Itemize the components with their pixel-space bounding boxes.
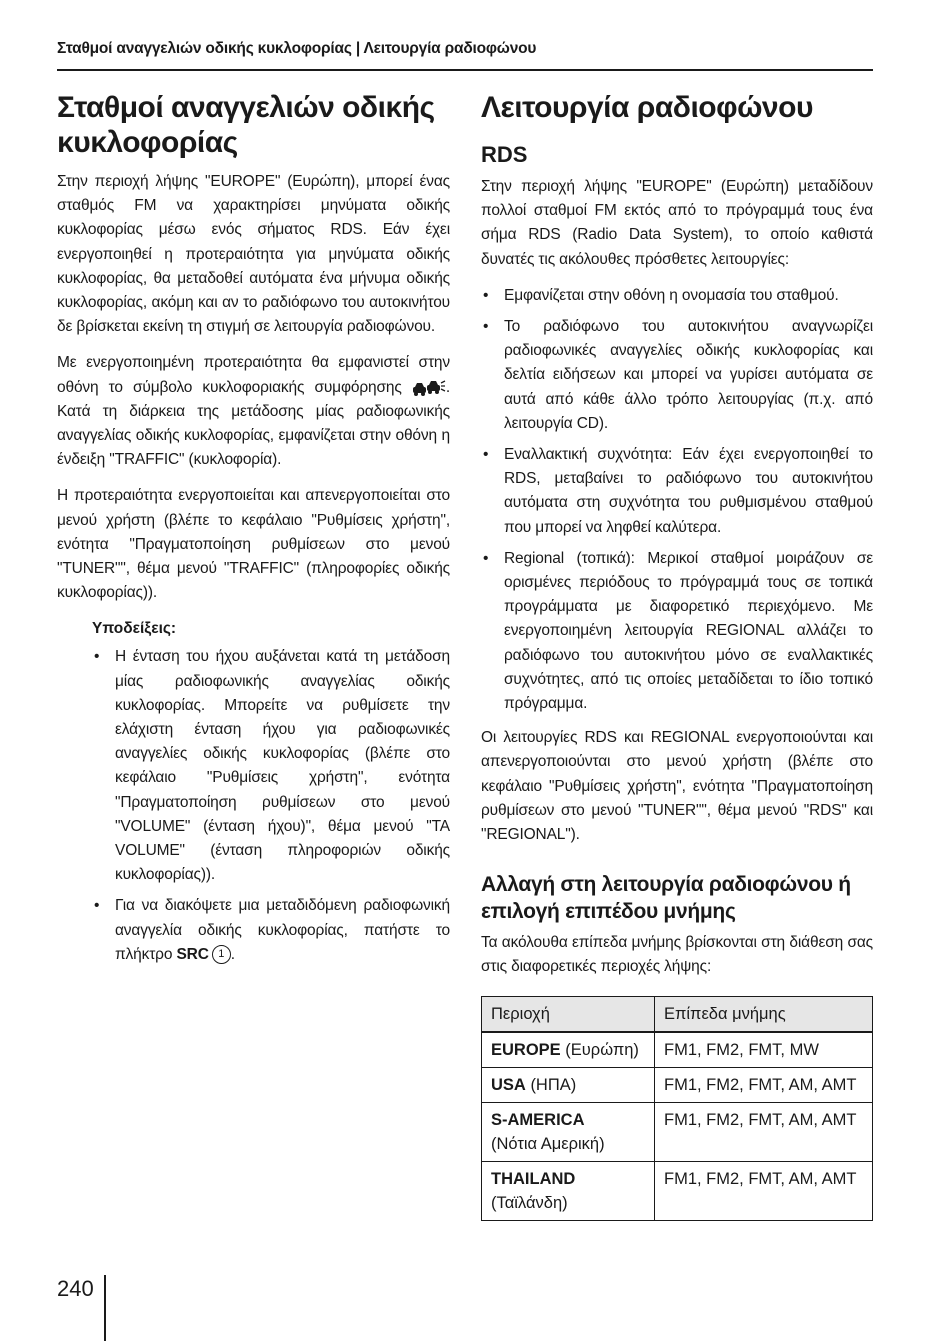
rds-feature-text: Εναλλακτική συχνότητα: Εάν έχει ενεργοποιηθεί το RDS, μεταβαίνει το ραδιόφωνο του αυτοκινήτου αυτόματα στη συχνότητα του ρυθμισμένου σταθμού που μπορεί να ληφθεί καλύτερα. [504, 446, 873, 536]
traffic-paragraph-3: Η προτεραιότητα ενεργοποιείται και απενεργοποιείται στο μενού χρήστη (βλέπε το κεφάλαιο "Ρυθμίσεις χρήστη", ενότητα "Πραγματοποίηση ρυθμίσεων στο μενού "TUNER"", θέμα μενού "TRAFFIC" (πληροφορίες οδικής κυκλοφορίας)). [57, 487, 450, 602]
traffic-paragraph-2-end: . Κατά τη διάρκεια της μετάδοσης μίας ραδιοφωνικής αναγγελίας οδικής κυκλοφορίας, εμφανίζεται στην οθόνη η ένδειξη "TRAFFIC" (κυκλοφορία). [57, 378, 450, 469]
table-row [482, 1161, 873, 1220]
table-header-row [482, 996, 873, 1032]
memory-levels-cell: FM1, FM2, FMT, MW [655, 1032, 873, 1068]
note-item [92, 894, 450, 967]
table-row [482, 1067, 873, 1102]
header-rule [57, 69, 873, 71]
rds-feature-item [481, 315, 873, 436]
rds-intro: Στην περιοχή λήψης "EUROPE" (Ευρώπη) μεταδίδουν πολλοί σταθμοί FM εκτός από το πρόγραμμά τους ένα σήμα RDS (Radio Data System), το οποίο καθιστά δυνατές τις ακόλουθες πρόσθετες λειτουργίες: [481, 178, 873, 268]
traffic-paragraph-2 [57, 351, 450, 472]
rds-outro: Οι λειτουργίες RDS και REGIONAL ενεργοποιούνται και απενεργοποιούνται στο μενού χρήστη (βλέπε στο κεφάλαιο "Ρυθμίσεις χρήστη", ενότητα "Πραγματοποίηση ρυθμίσεων στο μενού "TUNER"", θέμα μενού "RDS" και "REGIONAL"). [481, 729, 873, 844]
bullet: • [483, 286, 489, 304]
note-text-start: Για να διακόψετε μια μεταδιδόμενη ραδιοφωνική αναγγελία οδικής κυκλοφορίας, πατήστε το πλήκτρο [115, 897, 450, 963]
memory-levels-cell: FM1, FM2, FMT, AM, AMT [655, 1067, 873, 1102]
region-code: USA [491, 1075, 526, 1094]
rds-feature-text: Το ραδιόφωνο του αυτοκινήτου αναγνωρίζει ραδιοφωνικές αναγγελίες οδικής κυκλοφορίας και δελτία ειδήσεων και μπορεί να γυρίσει αυτόματα σε αυτά από κάθε άλλο τρόπο λειτουργίας (π.χ. από λειτουργία CD). [504, 318, 873, 432]
notes-list [92, 645, 450, 967]
left-column [57, 90, 450, 977]
switch-mode-heading: Αλλαγή στη λειτουργία ραδιοφώνου ή επιλογή επιπέδου μνήμης [481, 873, 851, 924]
region-name: (Νότια Αμερική) [491, 1134, 605, 1153]
notes-title: Υποδείξεις: [92, 620, 177, 638]
note-text-end: . [230, 945, 235, 963]
bullet: • [483, 549, 489, 567]
region-code: S-AMERICA [491, 1110, 585, 1129]
rds-heading: RDS [481, 142, 528, 167]
region-code: EUROPE [491, 1040, 561, 1059]
region-cell [482, 1067, 655, 1102]
memory-levels-cell: FM1, FM2, FMT, AM, AMT [655, 1102, 873, 1161]
key-number-badge: 1 [212, 945, 231, 964]
page-number: 240 [57, 1276, 94, 1301]
running-header: Σταθμοί αναγγελιών οδικής κυκλοφορίας | Λειτουργία ραδιοφώνου [57, 40, 537, 57]
region-cell [482, 1102, 655, 1161]
notes-block [92, 617, 450, 967]
switch-mode-intro: Τα ακόλουθα επίπεδα μνήμης βρίσκονται στη διάθεση σας στις διαφορετικές περιοχές λήψης: [481, 934, 873, 976]
rds-feature-text: Εμφανίζεται στην οθόνη η ονομασία του σταθμού. [504, 286, 839, 304]
bullet: • [483, 446, 489, 464]
right-column [481, 90, 873, 1221]
table-row [482, 1032, 873, 1068]
bullet: • [94, 897, 100, 915]
rds-feature-text: Regional (τοπικά): Μερικοί σταθμοί μοιράζουν σε ορισμένες περιόδους το πρόγραμμά τους σε τοπικά προγράμματα με διαφορετικό περιεχόμενο. Με ενεργοποιημένη λειτουργία REGIONAL αλλάζει το ραδιόφωνο του αυτοκινήτου μόνο σε εναλλακτικές συχνότητες, από τις οποίες μεταδίδεται το ίδιο τοπικό πρόγραμμα. [504, 549, 873, 713]
table-header-region: Περιοχή [482, 996, 655, 1032]
note-item [92, 645, 450, 887]
traffic-paragraph-1: Στην περιοχή λήψης "EUROPE" (Ευρώπη), μπορεί ένας σταθμός FM να χαρακτηρίσει μηνύματα οδικής κυκλοφορίας μέσω ενός σήματος RDS. Εάν έχει ενεργοποιηθεί η προτεραιότητα για μηνύματα οδικής κυκλοφορίας, θα μεταδοθεί αυτόματα ένα μήνυμα οδικής κυκλοφορίας, ακόμη και αν το ραδιόφωνο του αυτοκινήτου δε βρίσκεται εκείνη τη στιγμή σε λειτουργία ραδιοφώνου. [57, 173, 450, 336]
note-text: Η ένταση του ήχου αυξάνεται κατά τη μετάδοση μίας ραδιοφωνικής αναγγελίας οδικής κυκλοφορίας. Μπορείτε να ρυθμίσετε την ελάχιστη ένταση ήχου για ραδιοφωνικές αναγγελίες οδικής κυκλοφορίας (βλέπε στο κεφάλαιο "Ρυθμίσεις χρήστη", ενότητα "Πραγματοποίηση ρυθμίσεων στο μενού "VOLUME" (ένταση ήχου)", θέμα μενού "TA VOLUME" (ένταση πληροφοριών οδικής κυκλοφορίας)). [115, 648, 450, 884]
region-cell [482, 1032, 655, 1068]
traffic-paragraph-2-start: Με ενεργοποιημένη προτεραιότητα θα εμφανιστεί στην οθόνη το σύμβολο κυκλοφοριακής συμφόρησης [57, 354, 450, 396]
bullet: • [94, 648, 100, 666]
section-title-radio: Λειτουργία ραδιοφώνου [481, 91, 813, 124]
src-key-label: SRC [176, 945, 209, 963]
table-header-levels: Επίπεδα μνήμης [655, 996, 873, 1032]
table-row [482, 1102, 873, 1161]
region-name: (ΗΠΑ) [530, 1075, 577, 1094]
rds-feature-item [481, 284, 873, 308]
rds-feature-item [481, 547, 873, 716]
region-code: THAILAND [491, 1169, 576, 1188]
memory-levels-cell: FM1, FM2, FMT, AM, AMT [655, 1161, 873, 1220]
region-cell [482, 1161, 655, 1220]
page-number-rule [104, 1275, 106, 1341]
region-name: (Ταϊλάνδη) [491, 1193, 568, 1212]
rds-feature-item [481, 443, 873, 540]
region-name: (Ευρώπη) [565, 1040, 639, 1059]
rds-features-list [481, 284, 873, 716]
memory-levels-table [481, 996, 873, 1221]
bullet: • [483, 318, 489, 336]
traffic-jam-icon [412, 379, 446, 397]
section-title-traffic: Σταθμοί αναγγελιών οδικής κυκλοφορίας [57, 91, 435, 159]
